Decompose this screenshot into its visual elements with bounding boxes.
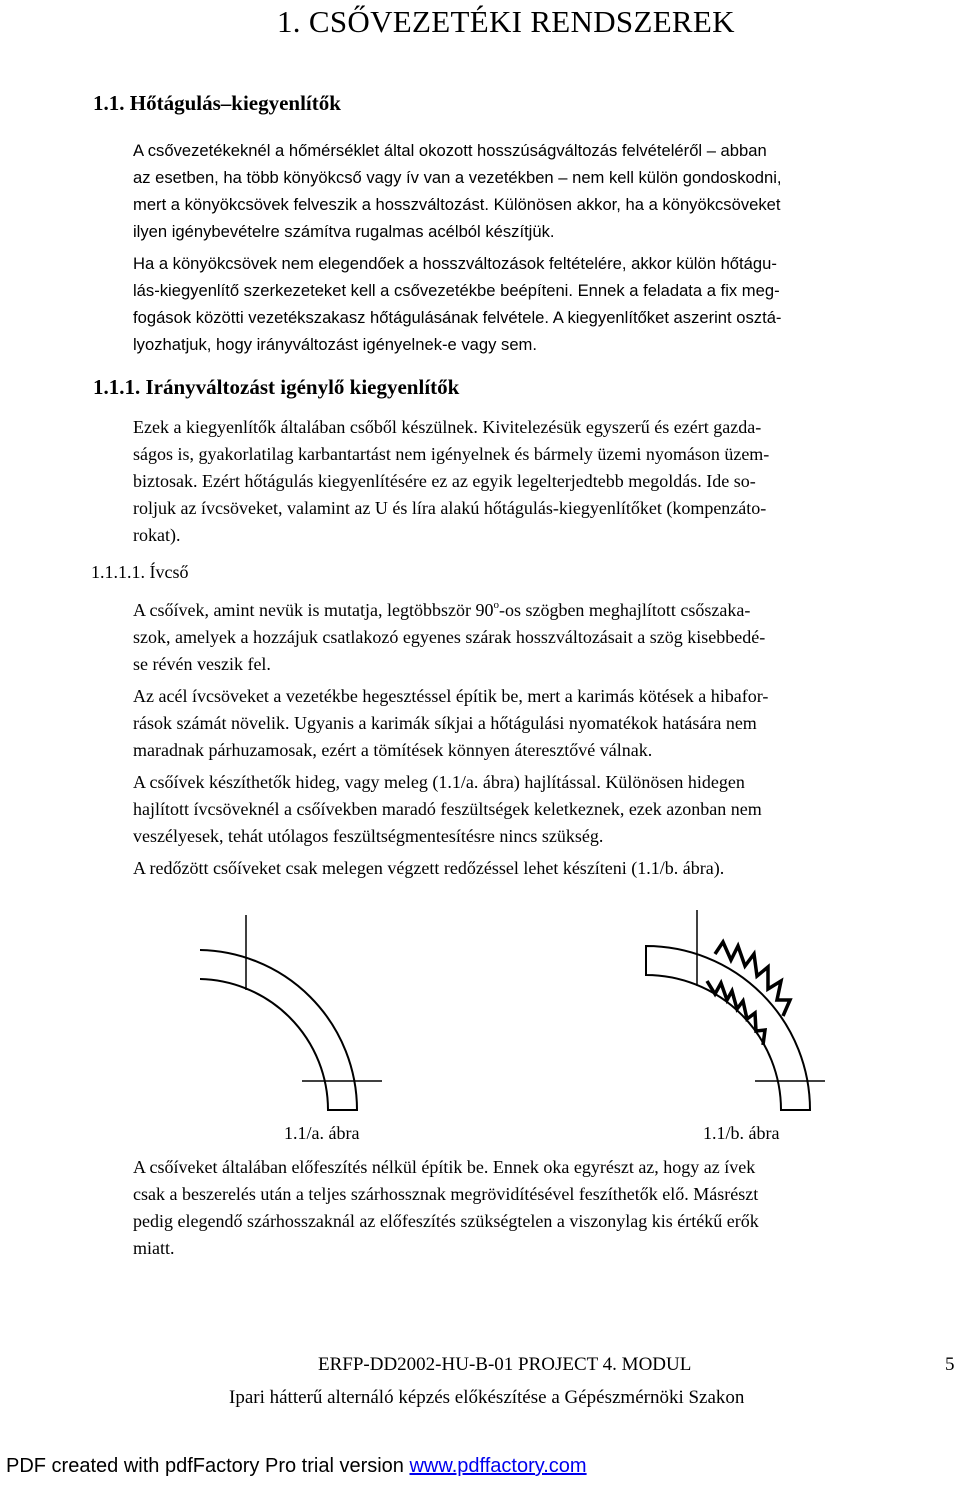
text-line: hajlított ívcsöveknél a csőívekben maradó feszültségek keletkeznek, ezek azonban nem (133, 799, 762, 819)
text-line: rokat). (133, 525, 181, 545)
text-line: lás-kiegyenlítő szerkezeteket kell a csővezetékbe beépíteni. Ennek a feladata a fix meg- (133, 281, 780, 300)
subsection-paragraph (133, 414, 960, 549)
degree-superscript: o (493, 599, 499, 611)
text-line: Ha a könyökcsövek nem elegendőek a hosszváltozások feltételére, akkor külön hőtágu- (133, 254, 777, 273)
text-line: Ezek a kiegyenlítők általában csőből készülnek. Kivitelezésük egyszerű és ezért gazda- (133, 417, 762, 437)
text-line: rások számát növelik. Ugyanis a karimák síkjai a hőtágulási nyomatékok hatására nem (133, 713, 757, 733)
text-line: szok, amelyek a hozzájuk csatlakozó egyenes szárak hosszváltozásait a szög kisebbedé- (133, 627, 766, 647)
figure-corrugated-pipe-bend (585, 888, 825, 1118)
text-line: pedig elegendő szárhosszaknál az előfeszítés szükségtelen a viszonylag kis értékű erők (133, 1211, 759, 1231)
ivcso-paragraph-4 (133, 855, 960, 882)
closing-paragraph (133, 1154, 960, 1262)
text-line: az esetben, ha több könyökcső vagy ív van a vezetékben – nem kell külön gondoskodni, (133, 168, 782, 187)
pdf-watermark-banner (6, 1455, 587, 1478)
intro-paragraph-1 (133, 137, 960, 245)
footer-project-line: ERFP-DD2002-HU-B-01 PROJECT 4. MODUL (318, 1354, 692, 1375)
text-line: A csőívek készíthetők hideg, vagy meleg (1.1/a. ábra) hajlítással. Különösen hidegen (133, 772, 745, 792)
text-line: A csőíveket általában előfeszítés nélkül építik be. Ennek oka egyrészt az, hogy az ívek (133, 1157, 756, 1177)
subsection-title: 1.1.1. Irányváltozást igénylő kiegyenlítők (93, 375, 460, 399)
text-line: biztosak. Ezért hőtágulás kiegyenlítésére ez az egyik legelterjedtebb megoldás. Ide so- (133, 471, 756, 491)
pdf-banner-text: PDF created with pdfFactory Pro trial version (6, 1455, 410, 1477)
figure-pipe-bend (200, 888, 430, 1118)
text-line: A csővezetékeknél a hőmérséklet által okozott hosszúságváltozás felvételéről – abban (133, 141, 767, 160)
text-line: se révén veszik fel. (133, 654, 271, 674)
footer-subtitle-line: Ipari hátterű alternáló képzés előkészítése a Gépészmérnöki Szakon (229, 1387, 745, 1408)
intro-paragraph-2 (133, 250, 960, 358)
ivcso-paragraph-1 (133, 597, 960, 678)
ivcso-paragraph-3 (133, 769, 960, 850)
figure-caption-a: 1.1/a. ábra (284, 1123, 360, 1143)
text-line: maradnak párhuzamosak, ezért a tömítések könnyen áteresztővé válnak. (133, 740, 653, 760)
text-fragment: A csőívek, amint nevük is mutatja, legtöbbször 90 (133, 600, 494, 620)
section-title: 1.1. Hőtágulás–kiegyenlítők (93, 91, 341, 115)
subsubsection-title: 1.1.1.1. Ívcső (91, 562, 189, 582)
text-line: roljuk az ívcsöveket, valamint az U és líra alakú hőtágulás-kiegyenlítőket (kompenzáto- (133, 498, 767, 518)
text-line (133, 597, 960, 624)
text-line: csak a beszerelés után a teljes szárhossznak megrövidítésével feszíthetők elő. Másrészt (133, 1184, 759, 1204)
text-fragment: -os szögben meghajlított csőszaka- (498, 600, 751, 620)
figure-caption-b: 1.1/b. ábra (703, 1123, 780, 1143)
text-line: ilyen igénybevételre számítva rugalmas acélból készítjük. (133, 222, 555, 241)
text-line: ságos is, gyakorlatilag karbantartást nem igényelnek és bármely üzemi nyomáson üzem- (133, 444, 770, 464)
text-line: miatt. (133, 1238, 175, 1258)
page-number: 5 (945, 1354, 955, 1375)
text-line: Az acél ívcsöveket a vezetékbe hegesztéssel építik be, mert a karimás kötések a hibafor- (133, 686, 769, 706)
text-line: veszélyesek, tehát utólagos feszültségmentesítésre nincs szükség. (133, 826, 604, 846)
text-line: lyozhatjuk, hogy irányváltozást igényelnek-e vagy sem. (133, 335, 537, 354)
text-line: mert a könyökcsövek felveszik a hosszváltozást. Különösen akkor, ha a könyökcsöveket (133, 195, 781, 214)
pdffactory-link[interactable]: www.pdffactory.com (409, 1455, 587, 1477)
chapter-title: 1. CSŐVEZETÉKI RENDSZEREK (277, 4, 735, 39)
ivcso-paragraph-2 (133, 683, 960, 764)
text-line: fogások közötti vezetékszakasz hőtágulásának felvétele. A kiegyenlítőket aszerint osztá- (133, 308, 782, 327)
text-line: A redőzött csőíveket csak melegen végzett redőzéssel lehet készíteni (1.1/b. ábra). (133, 858, 725, 878)
